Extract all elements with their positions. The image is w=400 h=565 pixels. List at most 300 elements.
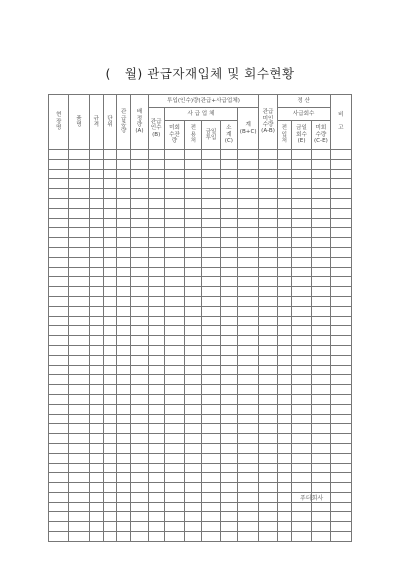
table-cell[interactable] [131, 414, 148, 424]
table-cell[interactable] [220, 424, 237, 434]
table-cell[interactable] [220, 277, 237, 287]
table-cell[interactable] [312, 326, 330, 336]
table-cell[interactable] [117, 424, 131, 434]
table-cell[interactable] [277, 512, 291, 522]
table-cell[interactable] [259, 414, 277, 424]
table-cell[interactable] [117, 355, 131, 365]
table-cell[interactable] [277, 345, 291, 355]
table-cell[interactable] [237, 150, 258, 160]
table-cell[interactable] [164, 453, 184, 463]
table-cell[interactable] [131, 257, 148, 267]
table-cell[interactable] [164, 179, 184, 189]
table-cell[interactable] [202, 179, 220, 189]
table-cell[interactable] [49, 277, 69, 287]
table-cell[interactable] [117, 169, 131, 179]
table-cell[interactable] [259, 267, 277, 277]
table-cell[interactable] [259, 502, 277, 512]
table-cell[interactable] [277, 453, 291, 463]
table-cell[interactable] [89, 345, 103, 355]
table-cell[interactable] [69, 473, 89, 483]
table-cell[interactable] [291, 394, 311, 404]
table-cell[interactable] [89, 443, 103, 453]
table-cell[interactable] [89, 316, 103, 326]
table-cell[interactable] [259, 365, 277, 375]
table-cell[interactable] [202, 443, 220, 453]
table-cell[interactable] [131, 277, 148, 287]
table-cell[interactable] [259, 443, 277, 453]
table-cell[interactable] [259, 492, 277, 502]
table-cell[interactable] [89, 336, 103, 346]
table-cell[interactable] [277, 502, 291, 512]
table-cell[interactable] [202, 492, 220, 502]
table-cell[interactable] [148, 150, 164, 160]
table-cell[interactable] [49, 512, 69, 522]
table-cell[interactable] [89, 463, 103, 473]
table-cell[interactable] [330, 434, 351, 444]
table-cell[interactable] [89, 228, 103, 238]
table-cell[interactable] [164, 326, 184, 336]
table-cell[interactable] [69, 277, 89, 287]
table-cell[interactable] [164, 218, 184, 228]
table-cell[interactable] [103, 218, 116, 228]
table-cell[interactable] [89, 179, 103, 189]
table-cell[interactable] [185, 326, 202, 336]
table-cell[interactable] [330, 345, 351, 355]
table-cell[interactable] [291, 365, 311, 375]
table-cell[interactable] [89, 434, 103, 444]
table-cell[interactable] [148, 296, 164, 306]
table-cell[interactable] [185, 247, 202, 257]
table-cell[interactable] [291, 434, 311, 444]
table-cell[interactable] [237, 385, 258, 395]
table-cell[interactable] [185, 463, 202, 473]
table-cell[interactable] [185, 365, 202, 375]
table-cell[interactable] [69, 443, 89, 453]
table-cell[interactable] [89, 169, 103, 179]
table-cell[interactable] [103, 502, 116, 512]
table-cell[interactable] [49, 355, 69, 365]
table-cell[interactable] [131, 473, 148, 483]
table-cell[interactable] [164, 169, 184, 179]
table-cell[interactable] [148, 287, 164, 297]
table-cell[interactable] [117, 238, 131, 248]
table-cell[interactable] [220, 247, 237, 257]
table-cell[interactable] [131, 179, 148, 189]
table-cell[interactable] [291, 404, 311, 414]
table-cell[interactable] [49, 189, 69, 199]
table-cell[interactable] [237, 336, 258, 346]
table-cell[interactable] [117, 404, 131, 414]
table-cell[interactable] [49, 365, 69, 375]
table-cell[interactable] [185, 277, 202, 287]
table-cell[interactable] [220, 150, 237, 160]
table-cell[interactable] [117, 385, 131, 395]
table-cell[interactable] [49, 424, 69, 434]
table-cell[interactable] [237, 532, 258, 542]
table-cell[interactable] [237, 238, 258, 248]
table-cell[interactable] [291, 228, 311, 238]
table-cell[interactable] [131, 443, 148, 453]
table-cell[interactable] [237, 179, 258, 189]
table-cell[interactable] [312, 238, 330, 248]
table-cell[interactable] [220, 267, 237, 277]
table-cell[interactable] [69, 238, 89, 248]
table-cell[interactable] [164, 345, 184, 355]
table-cell[interactable] [312, 365, 330, 375]
table-cell[interactable] [185, 228, 202, 238]
table-cell[interactable] [202, 169, 220, 179]
table-cell[interactable] [164, 159, 184, 169]
table-cell[interactable] [330, 218, 351, 228]
table-cell[interactable] [237, 522, 258, 532]
table-cell[interactable] [164, 434, 184, 444]
table-cell[interactable] [103, 492, 116, 502]
table-cell[interactable] [69, 198, 89, 208]
table-cell[interactable] [312, 257, 330, 267]
table-cell[interactable] [330, 208, 351, 218]
table-cell[interactable] [312, 169, 330, 179]
table-cell[interactable] [103, 443, 116, 453]
table-cell[interactable] [202, 218, 220, 228]
table-cell[interactable] [185, 375, 202, 385]
table-cell[interactable] [164, 336, 184, 346]
table-cell[interactable] [185, 169, 202, 179]
table-cell[interactable] [131, 336, 148, 346]
table-cell[interactable] [49, 316, 69, 326]
table-cell[interactable] [148, 414, 164, 424]
table-cell[interactable] [69, 385, 89, 395]
table-cell[interactable] [277, 424, 291, 434]
table-cell[interactable] [202, 502, 220, 512]
table-cell[interactable] [164, 306, 184, 316]
table-cell[interactable] [103, 404, 116, 414]
table-cell[interactable] [330, 483, 351, 493]
table-cell[interactable] [220, 198, 237, 208]
table-cell[interactable] [103, 287, 116, 297]
table-cell[interactable] [164, 316, 184, 326]
table-cell[interactable] [291, 473, 311, 483]
table-cell[interactable] [131, 375, 148, 385]
table-cell[interactable] [259, 483, 277, 493]
table-cell[interactable] [330, 179, 351, 189]
table-cell[interactable] [131, 296, 148, 306]
table-cell[interactable] [164, 385, 184, 395]
table-cell[interactable] [49, 247, 69, 257]
table-cell[interactable] [330, 522, 351, 532]
table-cell[interactable] [259, 394, 277, 404]
table-cell[interactable] [277, 159, 291, 169]
table-cell[interactable] [148, 394, 164, 404]
table-cell[interactable] [202, 326, 220, 336]
table-cell[interactable] [291, 316, 311, 326]
table-cell[interactable] [185, 345, 202, 355]
table-cell[interactable] [185, 179, 202, 189]
table-cell[interactable] [312, 218, 330, 228]
table-cell[interactable] [330, 296, 351, 306]
table-cell[interactable] [49, 150, 69, 160]
table-cell[interactable] [330, 443, 351, 453]
table-cell[interactable] [220, 228, 237, 238]
table-cell[interactable] [291, 375, 311, 385]
table-cell[interactable] [131, 169, 148, 179]
table-cell[interactable] [69, 453, 89, 463]
table-cell[interactable] [89, 502, 103, 512]
table-cell[interactable] [49, 443, 69, 453]
table-cell[interactable] [312, 267, 330, 277]
table-cell[interactable] [291, 355, 311, 365]
table-cell[interactable] [117, 296, 131, 306]
table-cell[interactable] [185, 189, 202, 199]
table-cell[interactable] [312, 375, 330, 385]
table-cell[interactable] [103, 453, 116, 463]
table-cell[interactable] [330, 532, 351, 542]
table-cell[interactable] [202, 306, 220, 316]
table-cell[interactable] [291, 189, 311, 199]
table-cell[interactable] [49, 326, 69, 336]
table-cell[interactable] [312, 345, 330, 355]
table-cell[interactable] [49, 257, 69, 267]
table-cell[interactable] [103, 198, 116, 208]
table-cell[interactable] [202, 394, 220, 404]
table-cell[interactable] [259, 385, 277, 395]
table-cell[interactable] [330, 336, 351, 346]
table-cell[interactable] [291, 424, 311, 434]
table-cell[interactable] [131, 208, 148, 218]
table-cell[interactable] [148, 238, 164, 248]
table-cell[interactable] [117, 306, 131, 316]
table-cell[interactable] [237, 208, 258, 218]
table-cell[interactable] [89, 404, 103, 414]
table-cell[interactable] [259, 453, 277, 463]
table-cell[interactable] [117, 365, 131, 375]
table-cell[interactable] [69, 150, 89, 160]
table-cell[interactable] [312, 208, 330, 218]
table-cell[interactable] [49, 434, 69, 444]
table-cell[interactable] [291, 159, 311, 169]
table-cell[interactable] [131, 502, 148, 512]
table-cell[interactable] [202, 404, 220, 414]
table-cell[interactable] [164, 404, 184, 414]
table-cell[interactable] [259, 287, 277, 297]
table-cell[interactable] [103, 238, 116, 248]
table-cell[interactable] [237, 159, 258, 169]
table-cell[interactable] [277, 257, 291, 267]
table-cell[interactable] [131, 345, 148, 355]
table-cell[interactable] [117, 208, 131, 218]
table-cell[interactable] [103, 434, 116, 444]
table-cell[interactable] [277, 218, 291, 228]
table-cell[interactable] [148, 336, 164, 346]
table-cell[interactable] [312, 296, 330, 306]
table-cell[interactable] [89, 375, 103, 385]
table-cell[interactable] [259, 473, 277, 483]
table-cell[interactable] [259, 336, 277, 346]
table-cell[interactable] [330, 365, 351, 375]
table-cell[interactable] [185, 316, 202, 326]
table-cell[interactable] [148, 473, 164, 483]
table-cell[interactable] [202, 375, 220, 385]
table-cell[interactable] [117, 326, 131, 336]
table-cell[interactable] [103, 424, 116, 434]
table-cell[interactable] [185, 336, 202, 346]
table-cell[interactable] [49, 267, 69, 277]
table-cell[interactable] [330, 277, 351, 287]
table-cell[interactable] [69, 189, 89, 199]
table-cell[interactable] [202, 198, 220, 208]
table-cell[interactable] [202, 522, 220, 532]
table-cell[interactable] [185, 257, 202, 267]
table-cell[interactable] [277, 169, 291, 179]
table-cell[interactable] [164, 424, 184, 434]
table-cell[interactable] [131, 394, 148, 404]
table-cell[interactable] [49, 238, 69, 248]
table-cell[interactable] [69, 424, 89, 434]
table-cell[interactable] [89, 424, 103, 434]
table-cell[interactable] [237, 375, 258, 385]
table-cell[interactable] [89, 512, 103, 522]
table-cell[interactable] [277, 306, 291, 316]
table-cell[interactable] [259, 532, 277, 542]
table-cell[interactable] [164, 238, 184, 248]
table-cell[interactable] [202, 483, 220, 493]
table-cell[interactable] [291, 502, 311, 512]
table-cell[interactable] [277, 316, 291, 326]
table-cell[interactable] [89, 287, 103, 297]
table-cell[interactable] [131, 522, 148, 532]
table-cell[interactable] [237, 267, 258, 277]
table-cell[interactable] [259, 424, 277, 434]
table-cell[interactable] [148, 208, 164, 218]
table-cell[interactable] [89, 306, 103, 316]
table-cell[interactable] [277, 198, 291, 208]
table-cell[interactable] [69, 394, 89, 404]
table-cell[interactable] [291, 257, 311, 267]
table-cell[interactable] [148, 502, 164, 512]
table-cell[interactable] [148, 443, 164, 453]
table-cell[interactable] [259, 512, 277, 522]
table-cell[interactable] [49, 159, 69, 169]
table-cell[interactable] [237, 394, 258, 404]
table-cell[interactable] [164, 394, 184, 404]
table-cell[interactable] [202, 247, 220, 257]
table-cell[interactable] [69, 502, 89, 512]
table-cell[interactable] [220, 336, 237, 346]
table-cell[interactable] [148, 306, 164, 316]
table-cell[interactable] [237, 414, 258, 424]
table-cell[interactable] [164, 375, 184, 385]
table-cell[interactable] [330, 169, 351, 179]
table-cell[interactable] [312, 463, 330, 473]
table-cell[interactable] [148, 365, 164, 375]
table-cell[interactable] [117, 287, 131, 297]
table-cell[interactable] [69, 169, 89, 179]
table-cell[interactable] [69, 336, 89, 346]
table-cell[interactable] [103, 179, 116, 189]
table-cell[interactable] [259, 218, 277, 228]
table-cell[interactable] [148, 404, 164, 414]
table-cell[interactable] [237, 483, 258, 493]
table-cell[interactable] [69, 257, 89, 267]
table-cell[interactable] [330, 414, 351, 424]
table-cell[interactable] [103, 208, 116, 218]
table-cell[interactable] [330, 424, 351, 434]
table-cell[interactable] [131, 492, 148, 502]
table-cell[interactable] [220, 296, 237, 306]
table-cell[interactable] [164, 198, 184, 208]
table-cell[interactable] [259, 316, 277, 326]
table-cell[interactable] [312, 306, 330, 316]
table-cell[interactable] [312, 355, 330, 365]
table-cell[interactable] [220, 169, 237, 179]
table-cell[interactable] [131, 218, 148, 228]
table-cell[interactable] [220, 208, 237, 218]
table-cell[interactable] [89, 365, 103, 375]
table-cell[interactable] [312, 228, 330, 238]
table-cell[interactable] [131, 532, 148, 542]
table-cell[interactable] [49, 394, 69, 404]
table-cell[interactable] [103, 267, 116, 277]
table-cell[interactable] [202, 267, 220, 277]
table-cell[interactable] [291, 150, 311, 160]
table-cell[interactable] [69, 316, 89, 326]
table-cell[interactable] [259, 345, 277, 355]
table-cell[interactable] [312, 502, 330, 512]
table-cell[interactable] [103, 277, 116, 287]
table-cell[interactable] [202, 336, 220, 346]
table-cell[interactable] [330, 228, 351, 238]
table-cell[interactable] [185, 150, 202, 160]
table-cell[interactable] [69, 306, 89, 316]
table-cell[interactable] [312, 434, 330, 444]
table-cell[interactable] [69, 218, 89, 228]
table-cell[interactable] [259, 247, 277, 257]
table-cell[interactable] [312, 483, 330, 493]
table-cell[interactable] [291, 336, 311, 346]
table-cell[interactable] [202, 257, 220, 267]
table-cell[interactable] [312, 179, 330, 189]
table-cell[interactable] [131, 150, 148, 160]
table-cell[interactable] [103, 385, 116, 395]
table-cell[interactable] [103, 336, 116, 346]
table-cell[interactable] [237, 502, 258, 512]
table-cell[interactable] [277, 492, 291, 502]
table-cell[interactable] [202, 365, 220, 375]
table-cell[interactable] [89, 326, 103, 336]
table-cell[interactable] [148, 532, 164, 542]
table-cell[interactable] [277, 287, 291, 297]
table-cell[interactable] [69, 287, 89, 297]
table-cell[interactable] [117, 512, 131, 522]
table-cell[interactable] [202, 385, 220, 395]
table-cell[interactable] [49, 198, 69, 208]
table-cell[interactable] [117, 277, 131, 287]
table-cell[interactable] [103, 512, 116, 522]
table-cell[interactable] [103, 522, 116, 532]
table-cell[interactable] [312, 336, 330, 346]
table-cell[interactable] [164, 502, 184, 512]
table-cell[interactable] [148, 198, 164, 208]
table-cell[interactable] [49, 169, 69, 179]
table-cell[interactable] [103, 532, 116, 542]
table-cell[interactable] [164, 414, 184, 424]
table-cell[interactable] [164, 473, 184, 483]
table-cell[interactable] [202, 238, 220, 248]
table-cell[interactable] [259, 296, 277, 306]
table-cell[interactable] [237, 365, 258, 375]
table-cell[interactable] [202, 532, 220, 542]
table-cell[interactable] [185, 287, 202, 297]
table-cell[interactable] [103, 463, 116, 473]
